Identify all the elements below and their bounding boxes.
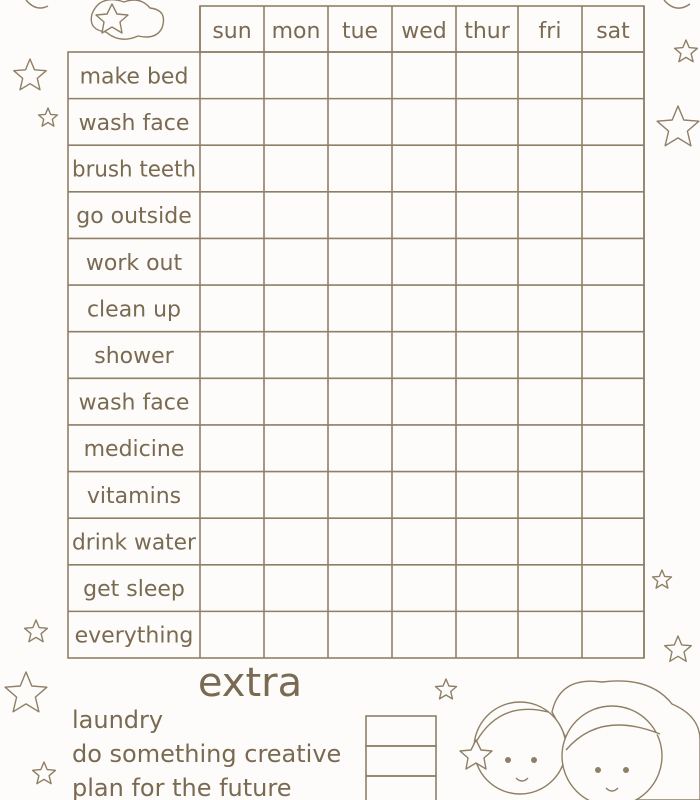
top-right-doodle-icon <box>664 0 690 8</box>
tracker-cell-tue-row-12[interactable] <box>329 566 391 611</box>
tracker-cell-mon-row-1[interactable] <box>265 53 327 98</box>
task-label: go outside <box>76 204 192 230</box>
star-icon <box>675 40 698 62</box>
star-icon <box>33 762 56 784</box>
task-label: everything <box>74 623 194 649</box>
tracker-cell-mon-row-11[interactable] <box>265 519 327 564</box>
star-icon <box>436 679 457 699</box>
extra-checkbox-column <box>366 716 436 800</box>
tracker-cell-sun-row-1[interactable] <box>201 53 263 98</box>
tracker-cell-sat-row-4[interactable] <box>583 193 643 238</box>
tracker-cell-mon-row-9[interactable] <box>265 426 327 471</box>
tracker-cell-fri-row-13[interactable] <box>519 612 581 657</box>
tracker-cell-mon-row-2[interactable] <box>265 100 327 145</box>
tracker-grid <box>68 6 644 658</box>
tracker-cell-fri-row-5[interactable] <box>519 239 581 284</box>
star-icon <box>25 620 48 642</box>
tracker-cell-thur-row-10[interactable] <box>457 473 517 518</box>
task-label: work out <box>85 250 183 276</box>
day-label-mon: mon <box>271 19 321 44</box>
tracker-cell-tue-row-13[interactable] <box>329 612 391 657</box>
task-column <box>72 64 197 648</box>
task-label: shower <box>94 344 174 369</box>
day-label-sun: sun <box>212 19 252 44</box>
tracker-cell-sat-row-10[interactable] <box>583 473 643 518</box>
tracker-cell-wed-row-1[interactable] <box>393 53 455 98</box>
tracker-cell-sat-row-9[interactable] <box>583 426 643 471</box>
tracker-cell-wed-row-10[interactable] <box>393 473 455 518</box>
star-icon <box>14 59 46 90</box>
day-label-sat: sat <box>596 19 630 44</box>
tracker-cell-tue-row-8[interactable] <box>329 379 391 424</box>
tracker-cell-sun-row-3[interactable] <box>201 146 263 191</box>
tracker-cell-wed-row-5[interactable] <box>393 239 455 284</box>
tracker-cell-tue-row-7[interactable] <box>329 333 391 378</box>
tracker-cell-sat-row-5[interactable] <box>583 239 643 284</box>
tracker-cell-sun-row-4[interactable] <box>201 193 263 238</box>
task-label: wash face <box>78 110 190 136</box>
tracker-cell-thur-row-8[interactable] <box>457 379 517 424</box>
tracker-cell-fri-row-11[interactable] <box>519 519 581 564</box>
tracker-cell-sun-row-5[interactable] <box>201 239 263 284</box>
tracker-cell-wed-row-13[interactable] <box>393 612 455 657</box>
tracker-cell-sat-row-11[interactable] <box>583 519 643 564</box>
extra-list <box>72 706 341 800</box>
tracker-cell-thur-row-7[interactable] <box>457 333 517 378</box>
extra-checkbox[interactable] <box>366 776 436 800</box>
tracker-cell-sat-row-3[interactable] <box>583 146 643 191</box>
tracker-cell-fri-row-1[interactable] <box>519 53 581 98</box>
extra-item-label: do something creative <box>72 740 342 768</box>
day-label-fri: fri <box>538 19 562 44</box>
tracker-cell-tue-row-3[interactable] <box>329 146 391 191</box>
tracker-cell-thur-row-3[interactable] <box>457 146 517 191</box>
tracker-cell-thur-row-12[interactable] <box>457 566 517 611</box>
star-icon <box>665 636 692 661</box>
task-label: medicine <box>83 437 185 463</box>
tracker-cell-tue-row-4[interactable] <box>329 193 391 238</box>
tracker-cell-wed-row-2[interactable] <box>393 100 455 145</box>
tracker-cell-fri-row-6[interactable] <box>519 286 581 331</box>
day-header-row <box>212 19 630 44</box>
tracker-cell-tue-row-6[interactable] <box>329 286 391 331</box>
tracker-cell-sat-row-7[interactable] <box>583 333 643 378</box>
tracker-cell-wed-row-11[interactable] <box>393 519 455 564</box>
tracker-cell-tue-row-10[interactable] <box>329 473 391 518</box>
tracker-cell-thur-row-11[interactable] <box>457 519 517 564</box>
tracker-cell-wed-row-4[interactable] <box>393 193 455 238</box>
tracker-cell-sat-row-13[interactable] <box>583 612 643 657</box>
task-label: drink water <box>72 530 197 556</box>
tracker-cell-sun-row-8[interactable] <box>201 379 263 424</box>
day-label-tue: tue <box>341 19 379 44</box>
task-label: wash face <box>78 390 190 416</box>
tracker-cell-fri-row-8[interactable] <box>519 379 581 424</box>
tracker-cell-thur-row-9[interactable] <box>457 426 517 471</box>
star-icon <box>39 108 58 126</box>
tracker-cell-thur-row-6[interactable] <box>457 286 517 331</box>
tracker-cell-fri-row-7[interactable] <box>519 333 581 378</box>
tracker-cell-fri-row-4[interactable] <box>519 193 581 238</box>
tracker-cell-fri-row-3[interactable] <box>519 146 581 191</box>
extra-checkbox[interactable] <box>366 716 436 746</box>
task-label: clean up <box>86 297 182 323</box>
tracker-cell-mon-row-7[interactable] <box>265 333 327 378</box>
tracker-cell-thur-row-1[interactable] <box>457 53 517 98</box>
tracker-cell-tue-row-2[interactable] <box>329 100 391 145</box>
tracker-cell-mon-row-13[interactable] <box>265 612 327 657</box>
extra-item-label: laundry <box>72 706 164 734</box>
tracker-cell-sat-row-8[interactable] <box>583 379 643 424</box>
tracker-cell-tue-row-11[interactable] <box>329 519 391 564</box>
tracker-cell-sun-row-2[interactable] <box>201 100 263 145</box>
tracker-cell-fri-row-10[interactable] <box>519 473 581 518</box>
day-label-thur: thur <box>464 19 510 44</box>
task-label: make bed <box>79 64 189 90</box>
tracker-cell-wed-row-6[interactable] <box>393 286 455 331</box>
tracker-cell-thur-row-13[interactable] <box>457 612 517 657</box>
tracker-cell-mon-row-5[interactable] <box>265 239 327 284</box>
tracker-cell-sat-row-12[interactable] <box>583 566 643 611</box>
tracker-cell-fri-row-2[interactable] <box>519 100 581 145</box>
tracker-cell-fri-row-9[interactable] <box>519 426 581 471</box>
tracker-cell-wed-row-12[interactable] <box>393 566 455 611</box>
tracker-cell-mon-row-3[interactable] <box>265 146 327 191</box>
tracker-cell-thur-row-5[interactable] <box>457 239 517 284</box>
tracker-cell-mon-row-8[interactable] <box>265 379 327 424</box>
bottom-right-character-doodle-icon <box>460 681 700 800</box>
tracker-cell-tue-row-9[interactable] <box>329 426 391 471</box>
tracker-cell-mon-row-10[interactable] <box>265 473 327 518</box>
tracker-cell-thur-row-2[interactable] <box>457 100 517 145</box>
tracker-cell-sun-row-12[interactable] <box>201 566 263 611</box>
star-icon <box>5 672 47 712</box>
tracker-cell-wed-row-8[interactable] <box>393 379 455 424</box>
top-left-character-doodle-icon <box>26 0 164 39</box>
extra-checkbox[interactable] <box>366 746 436 776</box>
tracker-cell-sun-row-13[interactable] <box>201 612 263 657</box>
tracker-cell-mon-row-12[interactable] <box>265 566 327 611</box>
tracker-cell-tue-row-5[interactable] <box>329 239 391 284</box>
tracker-cell-sun-row-7[interactable] <box>201 333 263 378</box>
star-icon <box>653 570 672 588</box>
day-label-wed: wed <box>401 19 447 44</box>
tracker-cell-mon-row-4[interactable] <box>265 193 327 238</box>
extra-title: extra <box>197 660 303 706</box>
tracker-cell-sat-row-2[interactable] <box>583 100 643 145</box>
tracker-cell-wed-row-9[interactable] <box>393 426 455 471</box>
task-label: get sleep <box>83 577 185 603</box>
tracker-cell-sun-row-6[interactable] <box>201 286 263 331</box>
tracker-cell-fri-row-12[interactable] <box>519 566 581 611</box>
tracker-cell-tue-row-1[interactable] <box>329 53 391 98</box>
tracker-cell-sat-row-6[interactable] <box>583 286 643 331</box>
tracker-cell-sun-row-10[interactable] <box>201 473 263 518</box>
tracker-cell-sun-row-11[interactable] <box>201 519 263 564</box>
tracker-cell-thur-row-4[interactable] <box>457 193 517 238</box>
tracker-cell-sun-row-9[interactable] <box>201 426 263 471</box>
tracker-cell-wed-row-7[interactable] <box>393 333 455 378</box>
extra-item-label: plan for the future <box>72 774 292 800</box>
tracker-cell-wed-row-3[interactable] <box>393 146 455 191</box>
task-label: vitamins <box>86 483 182 509</box>
tracker-cell-mon-row-6[interactable] <box>265 286 327 331</box>
star-icon <box>657 106 699 146</box>
task-label: brush teeth <box>72 157 196 183</box>
tracker-cell-sat-row-1[interactable] <box>583 53 643 98</box>
